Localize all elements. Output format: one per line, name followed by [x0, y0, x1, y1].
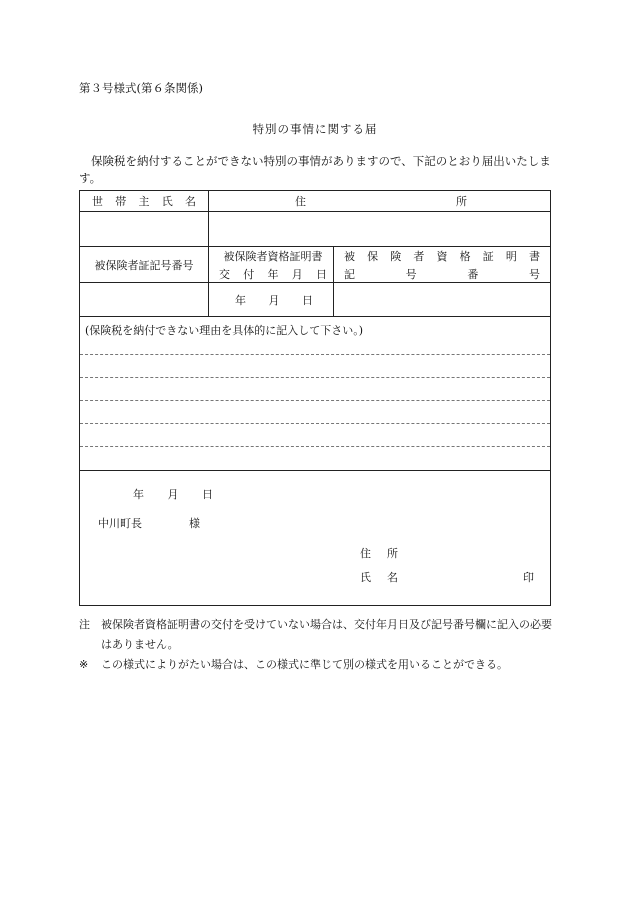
note-text: この様式によりがたい場合は、この様式に準じて別の様式を用いることができる。	[101, 658, 508, 671]
note-item	[79, 615, 559, 655]
cert-date-field[interactable]: 年 月 日	[235, 293, 313, 307]
form-number: 第３号様式(第６条関係)	[79, 81, 203, 95]
cert-date-label: 被保険者資格証明書 交 付 年 月 日	[219, 249, 327, 281]
address-header: 住 所	[295, 195, 467, 208]
notes	[79, 615, 559, 675]
insured-number-label: 被保険者証記号番号	[94, 258, 194, 272]
form-table	[79, 190, 551, 606]
note-text: 被保険者資格証明書の交付を受けていない場合は、交付年月日及び記号番号欄に記入の必要はありません。	[101, 618, 552, 651]
reason-prompt: (保険税を納付できない理由を具体的に記入して下さい。)	[85, 324, 364, 337]
address-field[interactable]	[209, 212, 551, 246]
insured-number-field[interactable]	[80, 283, 207, 316]
form-title: 特別の事情に関する届	[252, 122, 378, 136]
note-mark: ※	[79, 658, 89, 671]
honorific: 様	[189, 517, 200, 530]
note-mark: 注	[79, 618, 90, 631]
seal-mark: 印	[523, 571, 534, 584]
cert-number-field[interactable]	[334, 283, 551, 316]
row-divider	[80, 470, 550, 471]
submission-date: 年 月 日	[133, 488, 213, 501]
householder-name-field[interactable]	[80, 212, 207, 246]
intro-text: 保険税を納付することができない特別の事情がありますので、下記のとおり届出いたします。	[79, 154, 551, 185]
addressee: 中川町長	[98, 517, 142, 530]
applicant-name-label: 氏 名	[360, 571, 398, 584]
col-divider	[208, 246, 209, 316]
reason-field[interactable]	[80, 343, 551, 470]
householder-name-header: 世 帯 主 氏 名	[92, 195, 196, 208]
cert-number-label: 被 保 険 者 資 格 証 明 書 記 号 番 号	[344, 249, 540, 281]
applicant-address-label: 住 所	[360, 547, 398, 560]
note-item	[79, 655, 559, 675]
